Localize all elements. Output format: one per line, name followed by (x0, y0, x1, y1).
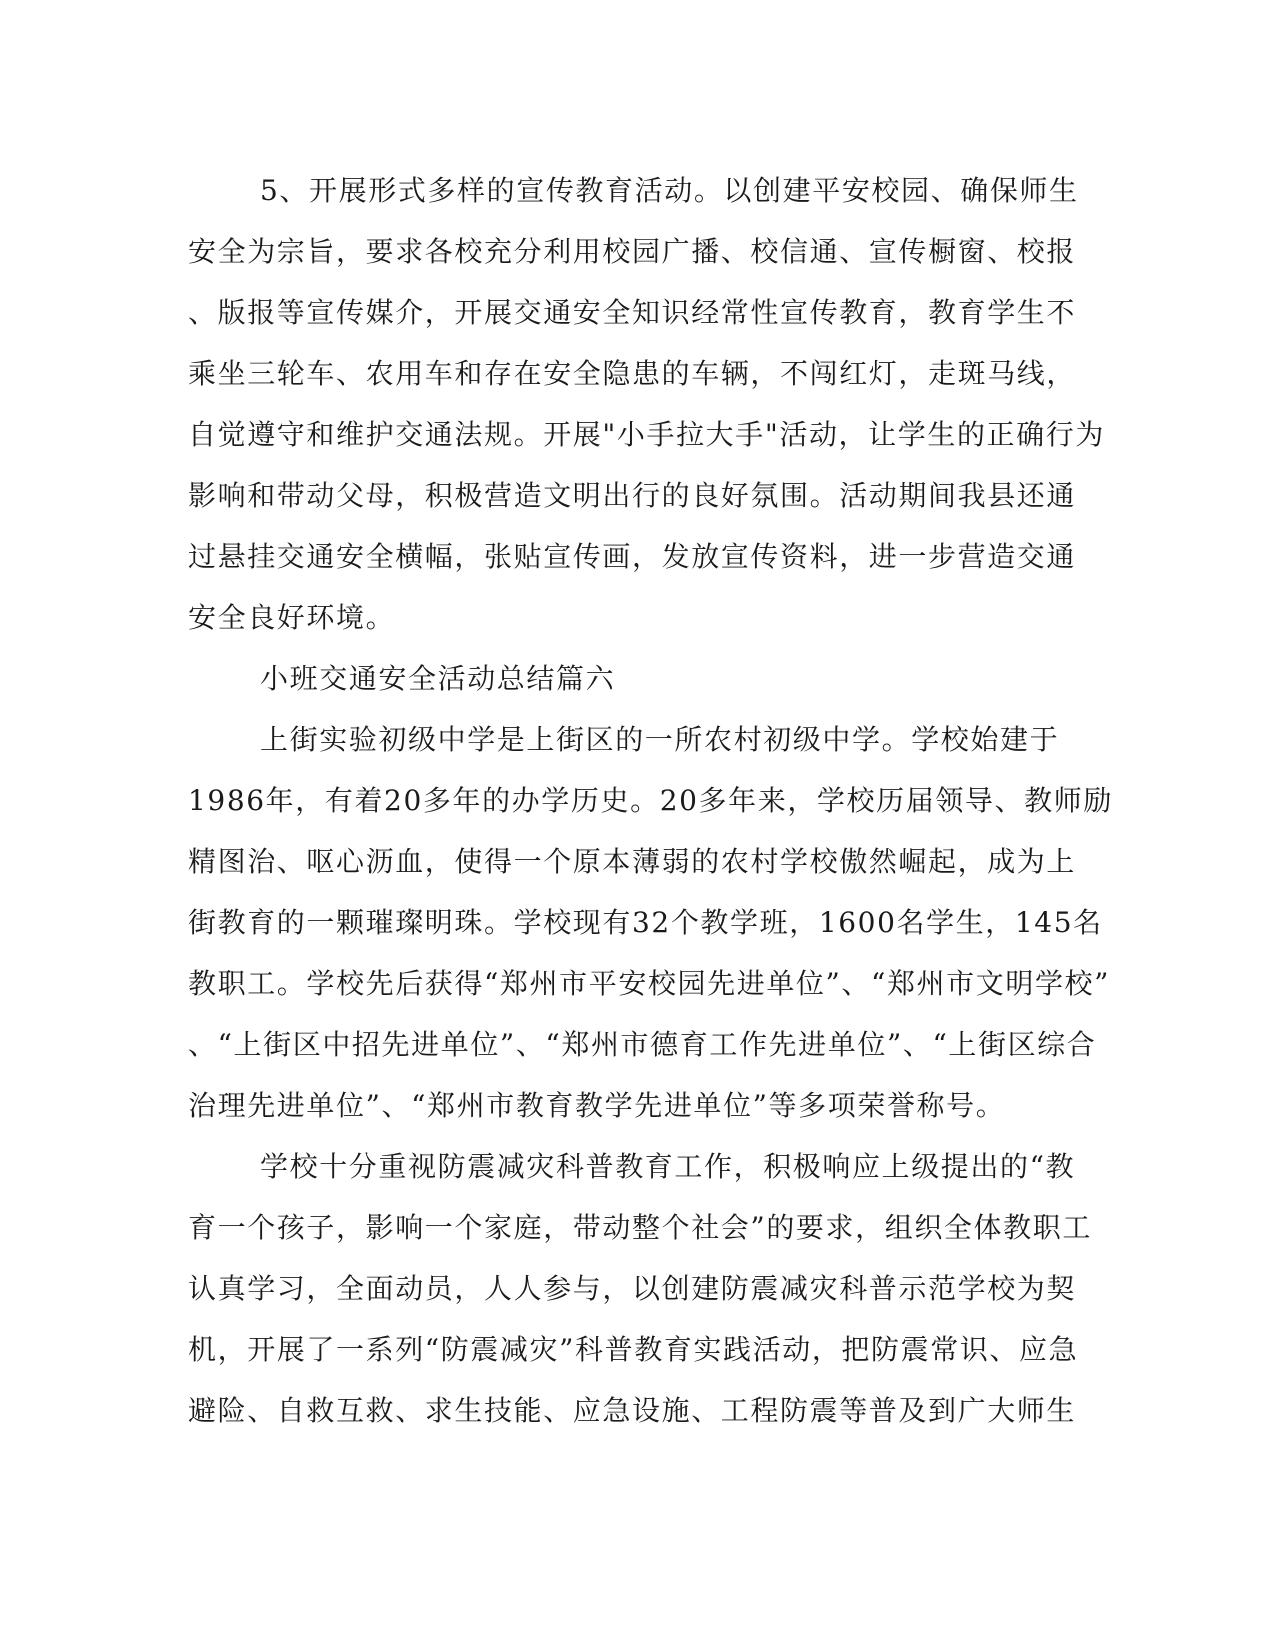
text-line: 安全为宗旨，要求各校充分利用校园广播、校信通、宣传橱窗、校报 (188, 235, 1077, 268)
text-line: 自觉遵守和维护交通法规。开展"小手拉大手"活动，让学生的正确行为 (188, 418, 1105, 451)
text-line: 育一个孩子，影响一个家庭，带动整个社会”的要求，组织全体教职工 (188, 1211, 1092, 1244)
section-heading: 小班交通安全活动总结篇六 (260, 662, 616, 695)
text-line: 认真学习，全面动员，人人参与，以创建防震减灾科普示范学校为契 (188, 1272, 1077, 1305)
text-line: 街教育的一颗璀璨明珠。学校现有32个教学班，1600名学生，145名 (188, 906, 1103, 939)
document-body (188, 160, 1113, 1441)
text-line: 、“上街区中招先进单位”、“郑州市德育工作先进单位”、“上街区综合 (188, 1028, 1097, 1061)
text-line: 安全良好环境。 (188, 601, 396, 634)
text-line: 精图治、呕心沥血，使得一个原本薄弱的农村学校傲然崛起，成为上 (188, 845, 1077, 878)
text-line: 避险、自救互救、求生技能、应急设施、工程防震等普及到广大师生 (188, 1394, 1077, 1427)
text-line: 治理先进单位”、“郑州市教育教学先进单位”等多项荣誉称号。 (188, 1089, 1006, 1122)
text-line: 上街实验初级中学是上街区的一所农村初级中学。学校始建于 (260, 723, 1060, 756)
text-line: 过悬挂交通安全横幅，张贴宣传画，发放宣传资料，进一步营造交通 (188, 540, 1077, 573)
text-line: 、版报等宣传媒介，开展交通安全知识经常性宣传教育，教育学生不 (188, 296, 1077, 329)
text-line: 影响和带动父母，积极营造文明出行的良好氛围。活动期间我县还通 (188, 479, 1077, 512)
text-line: 学校十分重视防震减灾科普教育工作，积极响应上级提出的“教 (260, 1150, 1076, 1183)
text-line: 机，开展了一系列“防震减灾”科普教育实践活动，把防震常识、应急 (188, 1333, 1079, 1366)
text-line: 教职工。学校先后获得“郑州市平安校园先进单位”、“郑州市文明学校” (188, 967, 1111, 1000)
text-line: 1986年，有着20多年的办学历史。20多年来，学校历届领导、教师励 (188, 784, 1113, 817)
text-line: 乘坐三轮车、农用车和存在安全隐患的车辆，不闯红灯，走斑马线， (188, 357, 1077, 390)
text-line: 5、开展形式多样的宣传教育活动。以创建平安校园、确保师生 (260, 174, 1079, 207)
